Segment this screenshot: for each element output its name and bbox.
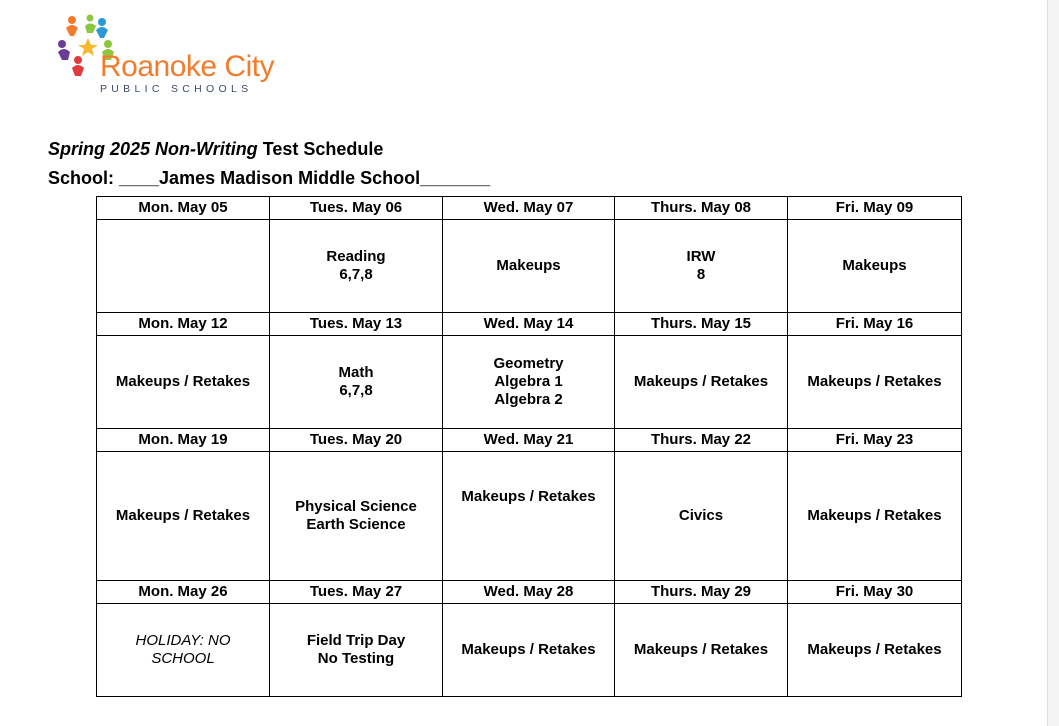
test-cell-line: Algebra 1 — [494, 373, 563, 390]
day-header-cell: Thurs. May 22 — [615, 429, 788, 452]
week-header-row — [97, 581, 962, 604]
week-header-row — [97, 429, 962, 452]
school-line: School: ____James Madison Middle School_______ — [48, 168, 491, 188]
title-italic-part: Spring 2025 Non-Writing — [48, 139, 258, 159]
logo-subtitle: PUBLIC SCHOOLS — [100, 83, 253, 95]
test-cell-line: Physical Science — [295, 498, 417, 515]
day-header-cell: Fri. May 30 — [788, 581, 962, 604]
page-title — [48, 139, 383, 160]
test-cell-line: Makeups — [496, 257, 561, 274]
test-cell — [443, 604, 615, 697]
test-cell — [97, 604, 270, 697]
test-cell — [270, 452, 443, 581]
test-cell-line: Makeups / Retakes — [807, 641, 942, 658]
day-header-cell: Fri. May 16 — [788, 313, 962, 336]
day-header-cell: Mon. May 12 — [97, 313, 270, 336]
day-header-cell: Wed. May 28 — [443, 581, 615, 604]
test-cell — [443, 336, 615, 429]
test-cell — [270, 604, 443, 697]
day-header-cell: Fri. May 23 — [788, 429, 962, 452]
day-header-cell: Thurs. May 29 — [615, 581, 788, 604]
day-header-cell: Mon. May 26 — [97, 581, 270, 604]
week-header-row — [97, 197, 962, 220]
test-cell — [270, 220, 443, 313]
test-cell — [443, 220, 615, 313]
day-header-cell: Wed. May 07 — [443, 197, 615, 220]
week-tests-row — [97, 604, 962, 697]
test-cell-line: IRW — [686, 248, 716, 265]
test-cell — [788, 452, 962, 581]
day-header-cell: Tues. May 20 — [270, 429, 443, 452]
week-tests-row — [97, 336, 962, 429]
test-cell-line: 6,7,8 — [339, 382, 373, 399]
test-cell-line: Makeups — [842, 257, 907, 274]
day-header-cell: Tues. May 27 — [270, 581, 443, 604]
test-cell — [788, 604, 962, 697]
test-cell — [443, 452, 615, 581]
day-header-cell: Wed. May 21 — [443, 429, 615, 452]
test-cell-line: Makeups / Retakes — [807, 507, 942, 524]
test-cell-line: Makeups / Retakes — [115, 507, 251, 524]
test-cell — [615, 604, 788, 697]
test-cell-line: Makeups / Retakes — [461, 641, 596, 658]
day-header-cell: Wed. May 14 — [443, 313, 615, 336]
test-cell — [788, 220, 962, 313]
test-cell — [615, 452, 788, 581]
test-cell — [788, 336, 962, 429]
day-header-cell: Thurs. May 08 — [615, 197, 788, 220]
test-cell-line: Earth Science — [306, 516, 406, 533]
test-cell — [97, 452, 270, 581]
day-header-cell: Tues. May 13 — [270, 313, 443, 336]
test-cell-line: Field Trip Day — [306, 632, 406, 649]
test-cell-line: HOLIDAY: NO — [135, 632, 231, 649]
test-cell — [97, 336, 270, 429]
test-cell — [615, 336, 788, 429]
test-cell-line: Makeups / Retakes — [807, 373, 942, 390]
day-header-cell: Thurs. May 15 — [615, 313, 788, 336]
test-cell-line: Makeups / Retakes — [633, 641, 769, 658]
test-cell — [97, 220, 270, 313]
test-cell-line: 6,7,8 — [339, 266, 373, 283]
test-cell-line: Reading — [326, 248, 386, 265]
test-cell-line: SCHOOL — [151, 650, 215, 667]
test-cell-line: No Testing — [317, 650, 395, 667]
test-cell-line: Makeups / Retakes — [633, 373, 769, 390]
logo-wordmark: Roanoke City — [100, 50, 275, 83]
day-header-cell: Mon. May 19 — [97, 429, 270, 452]
week-header-row — [97, 313, 962, 336]
school-logo — [56, 14, 286, 96]
test-cell-line: 8 — [696, 266, 706, 283]
test-cell-line: Geometry — [493, 355, 564, 372]
week-tests-row — [97, 220, 962, 313]
test-cell-line: Math — [338, 364, 374, 381]
test-cell-line: Makeups / Retakes — [461, 488, 596, 505]
day-header-cell: Mon. May 05 — [97, 197, 270, 220]
test-cell — [615, 220, 788, 313]
day-header-cell: Fri. May 09 — [788, 197, 962, 220]
test-cell-line: Algebra 2 — [494, 391, 563, 408]
test-schedule-table — [96, 196, 962, 697]
test-cell-line: Civics — [678, 507, 724, 524]
title-rest: Test Schedule — [257, 139, 384, 159]
test-cell-line: Makeups / Retakes — [115, 373, 251, 390]
page-scroll-edge — [1047, 0, 1059, 726]
week-tests-row — [97, 452, 962, 581]
test-cell — [270, 336, 443, 429]
day-header-cell: Tues. May 06 — [270, 197, 443, 220]
